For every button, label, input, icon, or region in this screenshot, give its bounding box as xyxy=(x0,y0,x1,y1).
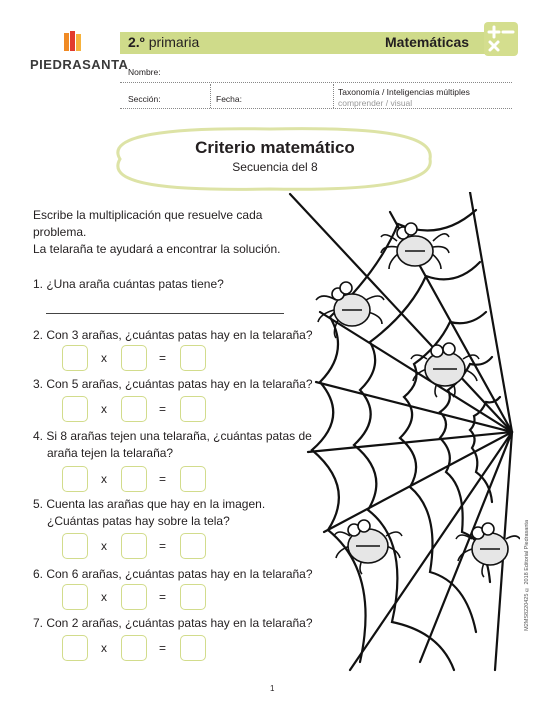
intro-line: problema. xyxy=(33,225,87,239)
section-line xyxy=(120,108,512,109)
intro-line: La telaraña te ayudará a encontrar la solución. xyxy=(33,242,281,256)
problem-5-text: ¿Cuántas patas hay sobre la tela? xyxy=(47,514,230,528)
answer-line[interactable] xyxy=(46,313,284,314)
problem-4-text: araña tejen la telaraña? xyxy=(47,446,174,460)
answer-box[interactable] xyxy=(62,533,88,559)
answer-box[interactable] xyxy=(121,635,147,661)
answer-box[interactable] xyxy=(62,635,88,661)
intro-line: Escribe la multiplicación que resuelve cada xyxy=(33,208,263,222)
equals-sign: = xyxy=(159,402,167,416)
problem-2-text: 2. Con 3 arañas, ¿cuántas patas hay en la telaraña? xyxy=(33,328,313,342)
equals-sign: = xyxy=(159,590,167,604)
name-line xyxy=(120,82,512,83)
times-sign: x xyxy=(101,590,107,604)
problem-3-text: 3. Con 5 arañas, ¿cuántas patas hay en la telaraña? xyxy=(33,377,313,391)
title-cloud xyxy=(100,125,438,193)
answer-box[interactable] xyxy=(121,466,147,492)
answer-box[interactable] xyxy=(121,345,147,371)
times-sign: x xyxy=(101,539,107,553)
subject-label: Matemáticas xyxy=(385,34,470,50)
answer-box[interactable] xyxy=(180,466,206,492)
answer-box[interactable] xyxy=(180,396,206,422)
divider xyxy=(333,84,334,108)
spider-web-illustration xyxy=(280,192,520,672)
answer-box[interactable] xyxy=(62,584,88,610)
equals-sign: = xyxy=(159,472,167,486)
brand-logo-icon xyxy=(62,30,86,54)
times-sign: x xyxy=(101,641,107,655)
date-field-label: Fecha: xyxy=(216,94,242,104)
answer-box[interactable] xyxy=(180,584,206,610)
problem-6-text: 6. Con 6 arañas, ¿cuántas patas hay en la telaraña? xyxy=(33,567,313,581)
grade-number: 2.º xyxy=(128,34,145,50)
name-field-label: Nombre: xyxy=(128,67,161,77)
times-sign: x xyxy=(101,472,107,486)
taxonomy-label: Taxonomía / Inteligencias múltiples xyxy=(338,87,470,97)
answer-box[interactable] xyxy=(62,345,88,371)
problem-4-text: 4. Si 8 arañas tejen una telaraña, ¿cuántas patas de xyxy=(33,429,312,443)
copyright-note: M2MS8220425 © 2018 Editorial Piedrasanta xyxy=(524,520,530,631)
answer-box[interactable] xyxy=(121,533,147,559)
brand-name: PIEDRASANTA xyxy=(30,57,129,72)
answer-box[interactable] xyxy=(180,533,206,559)
grade-label xyxy=(128,34,199,50)
answer-box[interactable] xyxy=(180,345,206,371)
grade-word: primaria xyxy=(148,34,200,50)
page-title: Criterio matemático xyxy=(195,138,355,157)
answer-box[interactable] xyxy=(121,396,147,422)
plus-minus-times-icon xyxy=(484,22,518,56)
equals-sign: = xyxy=(159,351,167,365)
page-number: 1 xyxy=(270,684,275,693)
times-sign: x xyxy=(101,351,107,365)
problem-1-text: 1. ¿Una araña cuántas patas tiene? xyxy=(33,277,224,291)
answer-box[interactable] xyxy=(121,584,147,610)
section-field-label: Sección: xyxy=(128,94,161,104)
problem-7-text: 7. Con 2 arañas, ¿cuántas patas hay en la telaraña? xyxy=(33,616,313,630)
times-sign: x xyxy=(101,402,107,416)
problem-5-text: 5. Cuenta las arañas que hay en la imagen. xyxy=(33,497,266,511)
equals-sign: = xyxy=(159,539,167,553)
page-subtitle: Secuencia del 8 xyxy=(232,160,318,174)
answer-box[interactable] xyxy=(180,635,206,661)
answer-box[interactable] xyxy=(62,396,88,422)
taxonomy-values: comprender / visual xyxy=(338,98,413,108)
equals-sign: = xyxy=(159,641,167,655)
divider xyxy=(210,84,211,108)
answer-box[interactable] xyxy=(62,466,88,492)
